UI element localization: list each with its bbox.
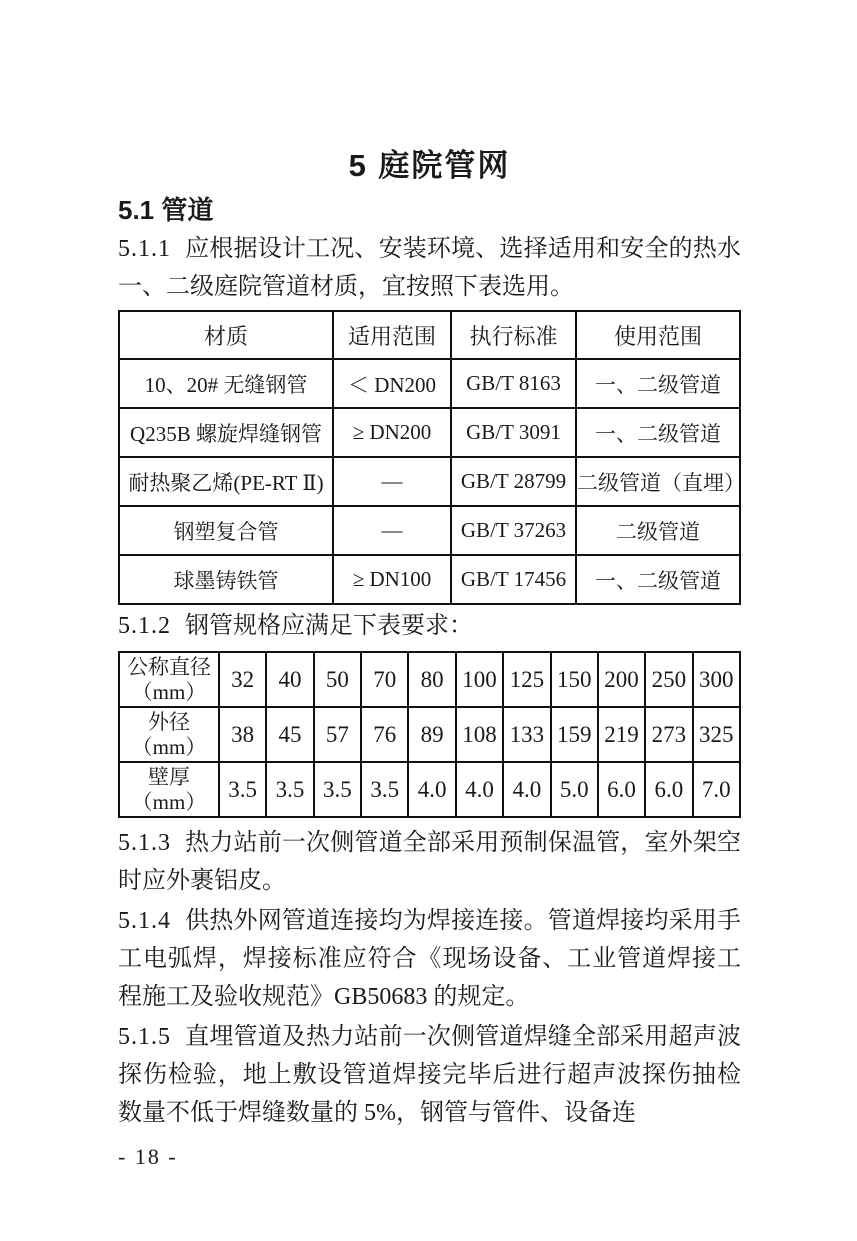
clause-text: 供热外网管道连接均为焊接连接。管道焊接均采用手工电弧焊，焊接标准应符合《现场设备、工业管道焊接工程施工及验收规范》GB50683 的规定。: [118, 908, 741, 1010]
table-cell: 3.5: [361, 762, 408, 817]
table-cell: —: [333, 457, 451, 506]
clause-number: 5.1.4: [118, 908, 171, 934]
table-cell: 球墨铸铁管: [119, 555, 333, 604]
table-cell: 7.0: [693, 762, 740, 817]
table-cell: 200: [598, 652, 645, 707]
paragraph-5-1-5: [118, 1018, 741, 1132]
table-cell: 89: [408, 707, 455, 762]
page-title: 5 庭院管网: [348, 148, 511, 183]
table-cell: 70: [361, 652, 408, 707]
table-cell: 钢塑复合管: [119, 506, 333, 555]
table-cell: 76: [361, 707, 408, 762]
table-cell: 133: [503, 707, 550, 762]
table-cell: 219: [598, 707, 645, 762]
table-cell: 6.0: [598, 762, 645, 817]
paragraph-5-1-3: [118, 824, 741, 900]
table-cell: 二级管道: [576, 506, 740, 555]
table-row: [119, 408, 740, 457]
row-label: [119, 652, 219, 707]
table-cell: 80: [408, 652, 455, 707]
material-table: [118, 310, 745, 605]
table-cell: 125: [503, 652, 550, 707]
table-cell: 250: [645, 652, 692, 707]
table-cell: 32: [219, 652, 266, 707]
spec-table: [118, 651, 741, 818]
table-cell: 10、20# 无缝钢管: [119, 359, 333, 408]
table-cell: 40: [266, 652, 313, 707]
table-cell: 一、二级管道: [576, 555, 740, 604]
clause-number: 5.1.5: [118, 1024, 171, 1050]
table-row: [119, 457, 740, 506]
table-row: [119, 762, 740, 817]
table-cell: 100: [456, 652, 503, 707]
column-header: 材质: [119, 311, 333, 359]
row-label: [119, 762, 219, 817]
section-heading: 5.1 管道: [118, 195, 214, 225]
table-cell: 159: [551, 707, 598, 762]
table-cell: 一、二级管道: [576, 359, 740, 408]
table-cell: 4.0: [408, 762, 455, 817]
page-content: [118, 0, 745, 1172]
clause-number: 5.1.2: [118, 613, 171, 639]
column-header: 执行标准: [451, 311, 576, 359]
table-cell: 二级管道（直埋）: [576, 457, 740, 506]
table-cell: GB/T 17456: [451, 555, 576, 604]
table-cell: 300: [693, 652, 740, 707]
table-cell: Q235B 螺旋焊缝钢管: [119, 408, 333, 457]
clause-text: 钢管规格应满足下表要求：: [185, 613, 473, 639]
row-label-unit: （mm）: [131, 734, 207, 759]
table-cell: GB/T 37263: [451, 506, 576, 555]
table-cell: 45: [266, 707, 313, 762]
table-cell: 3.5: [219, 762, 266, 817]
table-cell: 50: [314, 652, 361, 707]
row-label: [119, 707, 219, 762]
table-cell: 6.0: [645, 762, 692, 817]
clause-number: 5.1.3: [118, 830, 171, 856]
row-label-unit: （mm）: [131, 679, 207, 704]
table-cell: —: [333, 506, 451, 555]
page-number: - 18 -: [118, 1144, 178, 1169]
clause-text: 热力站前一次侧管道全部采用预制保温管，室外架空时应外裹铝皮。: [118, 830, 741, 894]
row-label-unit: （mm）: [131, 789, 207, 814]
table-cell: 3.5: [314, 762, 361, 817]
table-cell: 5.0: [551, 762, 598, 817]
table-cell: 325: [693, 707, 740, 762]
table-cell: 3.5: [266, 762, 313, 817]
clause-text: 应根据设计工况、安装环境、选择适用和安全的热水一、二级庭院管道材质，宜按照下表选用。: [118, 236, 741, 300]
table-cell: ≥ DN100: [333, 555, 451, 604]
table-cell: 38: [219, 707, 266, 762]
table-cell: GB/T 28799: [451, 457, 576, 506]
table-cell: ＜ DN200: [333, 359, 451, 408]
paragraph-5-1-2: [118, 607, 741, 645]
table-row: [119, 506, 740, 555]
table-cell: 150: [551, 652, 598, 707]
clause-number: 5.1.1: [118, 236, 171, 262]
table-cell: 273: [645, 707, 692, 762]
column-header: 使用范围: [576, 311, 740, 359]
table-cell: GB/T 8163: [451, 359, 576, 408]
table-cell: GB/T 3091: [451, 408, 576, 457]
table-row: [119, 707, 740, 762]
table-row: [119, 555, 740, 604]
table-cell: 108: [456, 707, 503, 762]
row-label-line: 外径: [148, 709, 190, 734]
row-label-line: 壁厚: [148, 764, 190, 789]
table-cell: 57: [314, 707, 361, 762]
table-cell: ≥ DN200: [333, 408, 451, 457]
table-header-row: [119, 311, 740, 359]
clause-text: 直埋管道及热力站前一次侧管道焊缝全部采用超声波探伤检验，地上敷设管道焊接完毕后进行超声波探伤抽检数量不低于焊缝数量的 5%，钢管与管件、设备连: [118, 1024, 741, 1126]
table-row: [119, 359, 740, 408]
table-cell: 4.0: [456, 762, 503, 817]
paragraph-5-1-1: [118, 230, 741, 306]
table-cell: 4.0: [503, 762, 550, 817]
table-row: [119, 652, 740, 707]
table-cell: 耐热聚乙烯(PE-RT Ⅱ): [119, 457, 333, 506]
table-cell: 一、二级管道: [576, 408, 740, 457]
column-header: 适用范围: [333, 311, 451, 359]
paragraph-5-1-4: [118, 902, 741, 1016]
row-label-line: 公称直径: [127, 654, 211, 679]
